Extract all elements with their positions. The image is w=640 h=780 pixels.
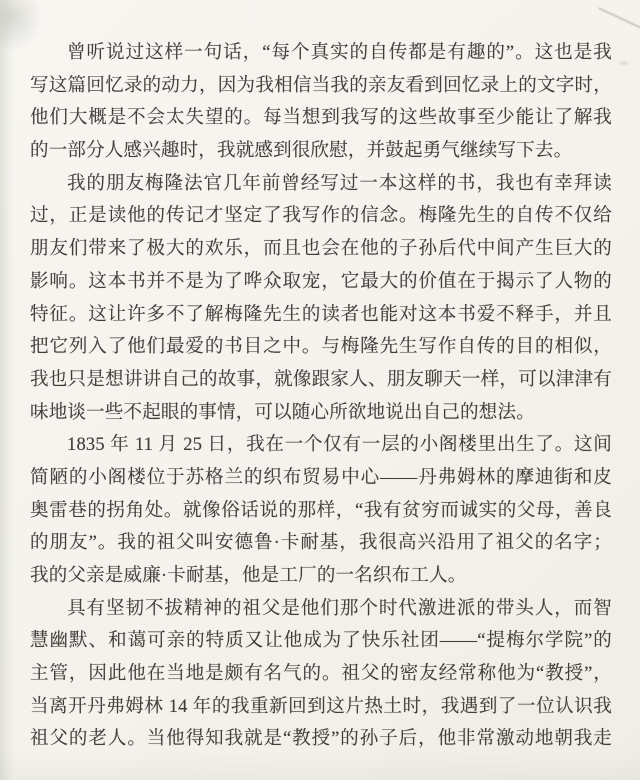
text-line: 特征。这让许多不了解梅隆先生的读者也能对这本书爱不释手，并且 xyxy=(30,304,612,325)
text-line: 把它列入了他们最爱的书目之中。与梅隆先生写作自传的目的相似， xyxy=(30,337,612,358)
scan-scratch-mark xyxy=(598,7,640,31)
paragraph-birth xyxy=(30,429,612,592)
text-line: 1835 年 11 月 25 日，我在一个仅有一层的小阁楼里出生了。这间 xyxy=(67,435,612,456)
text-line: 的朋友”。我的祖父叫安德鲁·卡耐基，我很高兴沿用了祖父的名字； xyxy=(30,533,612,554)
paragraph-judge-mellon xyxy=(30,168,612,430)
text-line: 我的父亲是威廉·卡耐基，他是工厂的一名织布工人。 xyxy=(30,566,467,586)
text-line: 过，正是读他的传记才坚定了我写作的信念。梅隆先生的自传不仅给 xyxy=(30,206,612,227)
text-line: 朋友们带来了极大的欢乐，而且也会在他的子孙后代中间产生巨大的 xyxy=(30,239,612,260)
text-line: 他们大概是不会太失望的。每当想到我写的这些故事至少能让了解我 xyxy=(30,108,612,129)
text-line: 当离开丹弗姆林 14 年的我重新回到这片热土时，我遇到了一位认识我 xyxy=(30,696,612,717)
text-line: 奥雷巷的拐角处。就像俗话说的那样，“我有贫穷而诚实的父母，善良 xyxy=(30,500,612,521)
text-line: 主管，因此他在当地是颇有名气的。祖父的密友经常称他为“教授”， xyxy=(30,664,612,685)
text-line: 曾听说过这样一句话，“每个真实的自传都是有趣的”。这也是我 xyxy=(67,43,612,63)
text-line: 我也只是想讲讲自己的故事，就像跟家人、朋友聊天一样，可以津津有 xyxy=(30,369,612,390)
text-line: 影响。这本书并不是为了哗众取宠，它最大的价值在于揭示了人物的 xyxy=(30,271,612,292)
scan-edge-shadow xyxy=(0,0,14,780)
text-line: 味地谈一些不起眼的事情，可以随心所欲地说出自己的想法。 xyxy=(30,402,535,423)
text-line: 简陋的小阁楼位于苏格兰的织布贸易中心——丹弗姆林的摩迪街和皮 xyxy=(30,467,612,488)
text-line: 写这篇回忆录的动力，因为我相信当我的亲友看到回忆录上的文字时， xyxy=(30,75,612,96)
text-line: 祖父的老人。当他得知我就是“教授”的孙子后，他非常激动地朝我走 xyxy=(30,729,612,750)
text-line: 具有坚韧不拔精神的祖父是他们那个时代激进派的带头人，而智 xyxy=(67,598,612,619)
text-line: 慧幽默、和蔼可亲的特质又让他成为了快乐社团——“提梅尔学院”的 xyxy=(30,631,612,652)
text-line: 我的朋友梅隆法官几年前曾经写过一本这样的书，我也有幸拜读 xyxy=(67,173,612,194)
scan-speck xyxy=(620,62,628,65)
text-line: 的一部分人感兴趣时，我就感到很欣慰，并鼓起勇气继续写下去。 xyxy=(30,141,573,162)
paragraph-grandfather xyxy=(30,593,612,756)
page-text-block xyxy=(30,37,612,756)
paragraph-intro xyxy=(30,37,612,168)
